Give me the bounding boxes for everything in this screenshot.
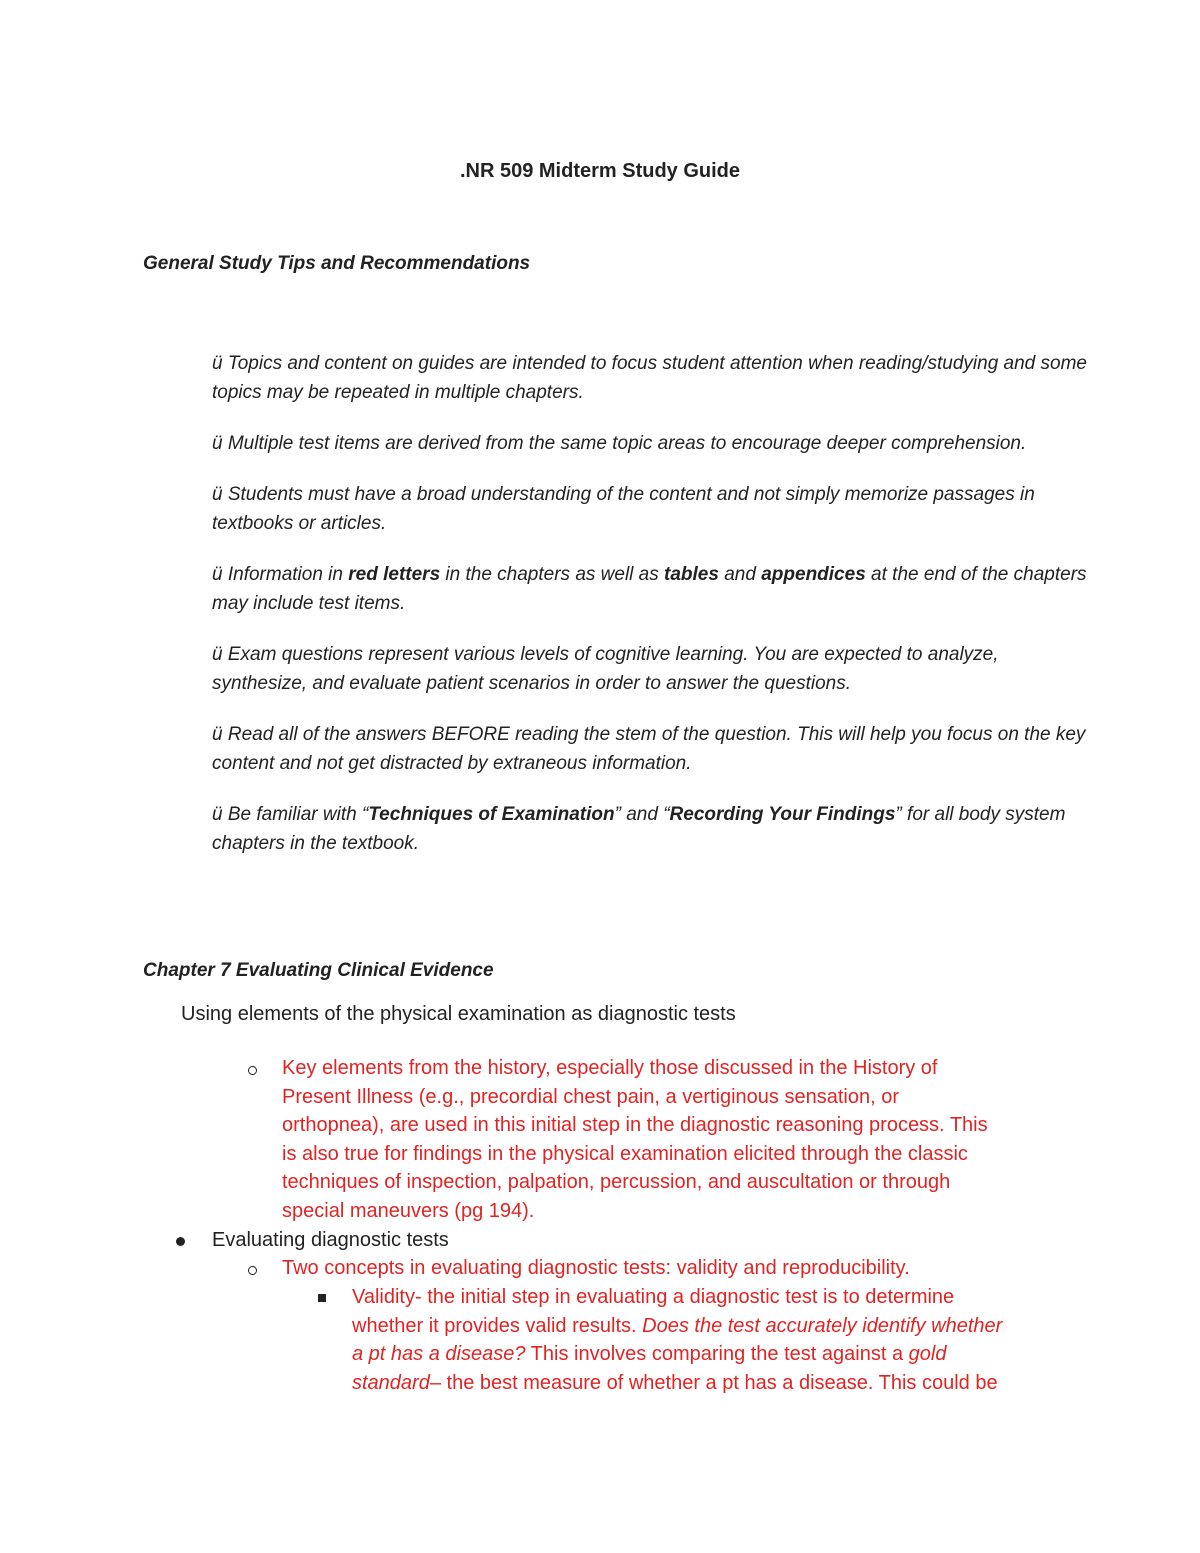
disc-bullet-icon [176,1237,185,1246]
tips-list [212,349,1092,880]
square-bullet-icon [318,1294,326,1302]
check-icon: ü [212,564,223,585]
check-icon: ü [212,804,223,825]
check-icon: ü [212,433,223,454]
check-icon: ü [212,644,223,665]
tip-item: ü Be familiar with “Techniques of Examination” and “Recording Your Findings” for all body system chapters in the textbook. [212,804,1066,854]
tip-item: ü Multiple test items are derived from the same topic areas to encourage deeper comprehension. [212,433,1027,454]
tip-item: ü Information in red letters in the chapters as well as tables and appendices at the end of the chapters may include test items. [212,564,1087,614]
tip-item: ü Exam questions represent various levels of cognitive learning. You are expected to analyze, synthesize, and evaluate patient scenarios in order to answer the questions. [212,644,999,694]
two-concepts-text: Two concepts in evaluating diagnostic tests: validity and reproducibility. [282,1257,910,1279]
circle-bullet-icon [248,1266,257,1275]
chapter7-intro: Using elements of the physical examination as diagnostic tests [181,1003,736,1025]
check-icon: ü [212,724,223,745]
tip-item: ü Read all of the answers BEFORE reading the stem of the question. This will help you focus on the key content and not get distracted by extraneous information. [212,724,1086,774]
chapter7-heading: Chapter 7 Evaluating Clinical Evidence [143,960,494,981]
circle-bullet-icon [248,1066,257,1075]
page-title: .NR 509 Midterm Study Guide [459,160,741,182]
evaluating-tests-text: Evaluating diagnostic tests [212,1229,449,1251]
tip-item: ü Topics and content on guides are intended to focus student attention when reading/studying and some topics may be repeated in multiple chapters. [212,353,1087,403]
check-icon: ü [212,353,223,374]
tip-item: ü Students must have a broad understanding of the content and not simply memorize passages in textbooks or articles. [212,484,1035,534]
general-tips-heading: General Study Tips and Recommendations [143,253,531,274]
key-elements-text: Key elements from the history, especially those discussed in the History of Present Illness (e.g., precordial chest pain, a vertiginous sensation, or orthopnea), are used in this initial step in the diagnostic reasoning process. This is also true for findings in the physical examination elicited through the classic techniques of inspection, palpation, percussion, and auscultation or through special maneuvers (pg 194). [282,1057,988,1222]
validity-text: Validity- the initial step in evaluating a diagnostic test is to determine whether it provides valid results. Does the test accurately identify whether a pt has a disease? This involves comparing the test against a gold standard– the best measure of whether a pt has a disease. This could be [352,1286,1003,1394]
check-icon: ü [212,484,223,505]
